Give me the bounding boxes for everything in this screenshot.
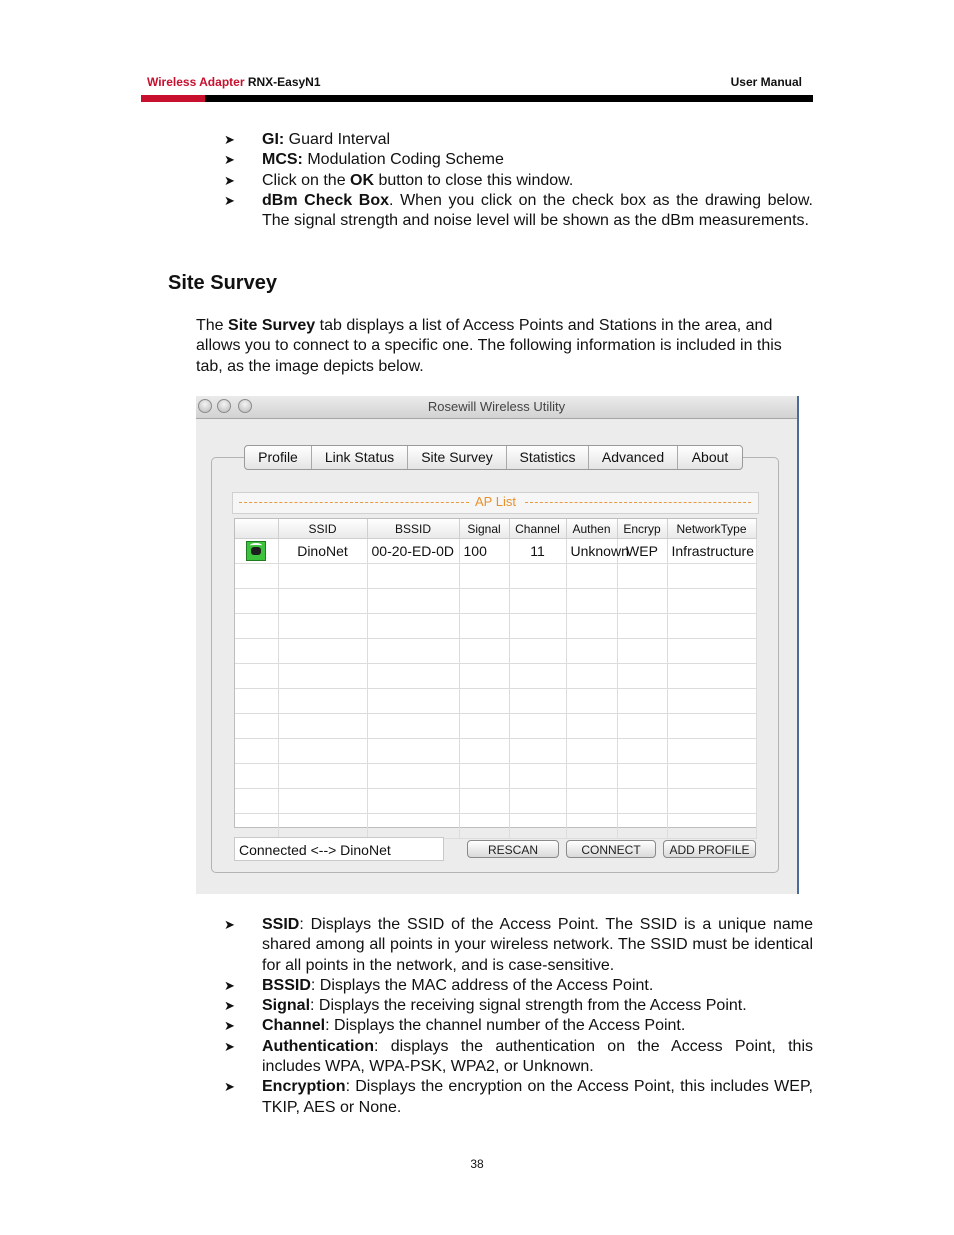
header-brand: Wireless Adapter bbox=[147, 75, 245, 89]
bullet-arrow-icon: ➤ bbox=[224, 1079, 235, 1095]
empty-table-cell bbox=[278, 589, 367, 614]
empty-table-cell bbox=[617, 689, 667, 714]
bullet-term: Authentication bbox=[262, 1037, 374, 1055]
empty-table-cell bbox=[278, 714, 367, 739]
empty-table-cell bbox=[367, 764, 459, 789]
empty-table-cell bbox=[235, 789, 278, 814]
bullet-term: BSSID bbox=[262, 976, 311, 994]
empty-table-row bbox=[235, 689, 756, 714]
bullet-item bbox=[224, 171, 813, 191]
empty-table-cell bbox=[566, 639, 617, 664]
bullet-term: OK bbox=[350, 171, 375, 189]
bullet-list-top bbox=[224, 130, 813, 231]
empty-table-cell bbox=[509, 664, 566, 689]
empty-table-row bbox=[235, 714, 756, 739]
empty-table-cell bbox=[509, 564, 566, 589]
empty-table-cell bbox=[509, 614, 566, 639]
bullet-item bbox=[224, 150, 813, 170]
empty-table-cell bbox=[278, 764, 367, 789]
empty-table-cell bbox=[278, 664, 367, 689]
bullet-text: : displays the authentication on the Access Point, this includes WPA, WPA-PSK, WPA2, or Unknown. bbox=[262, 1037, 813, 1076]
bullet-arrow-icon: ➤ bbox=[224, 917, 235, 932]
connection-status-field: Connected <--> DinoNet bbox=[234, 837, 444, 861]
empty-table-cell bbox=[367, 664, 459, 689]
bullet-arrow-icon: ➤ bbox=[224, 172, 235, 188]
empty-table-cell bbox=[667, 714, 756, 739]
table-cell-channel: 11 bbox=[509, 539, 566, 564]
empty-table-cell bbox=[667, 614, 756, 639]
bullet-term: Encryption bbox=[262, 1078, 346, 1096]
bullet-arrow-icon: ➤ bbox=[224, 152, 235, 168]
bullet-term: Signal bbox=[262, 997, 311, 1015]
bullet-item bbox=[224, 1077, 813, 1118]
table-header-row bbox=[235, 519, 756, 539]
empty-table-cell bbox=[667, 689, 756, 714]
table-cell-encryp: WEP bbox=[617, 539, 667, 564]
empty-table-cell bbox=[617, 614, 667, 639]
header-rule bbox=[141, 95, 813, 102]
tab-site-survey[interactable]: Site Survey bbox=[408, 446, 507, 469]
bullet-item bbox=[224, 1016, 813, 1036]
empty-table-cell bbox=[566, 764, 617, 789]
empty-table-cell bbox=[459, 789, 509, 814]
empty-table-cell bbox=[617, 714, 667, 739]
empty-table-cell bbox=[566, 614, 617, 639]
empty-table-cell bbox=[509, 639, 566, 664]
bullet-item bbox=[224, 996, 813, 1016]
empty-table-row bbox=[235, 764, 756, 789]
ap-list-label-wrap bbox=[233, 494, 758, 509]
bullet-item bbox=[224, 915, 813, 976]
column-header-ssid[interactable]: SSID bbox=[278, 519, 367, 539]
bullet-text: button to close this window. bbox=[378, 171, 574, 189]
empty-table-cell bbox=[617, 739, 667, 764]
column-header-encryp[interactable]: Encryp bbox=[617, 519, 667, 539]
empty-table-cell bbox=[459, 689, 509, 714]
rescan-button[interactable]: RESCAN bbox=[467, 840, 559, 858]
empty-table-cell bbox=[509, 739, 566, 764]
empty-table-cell bbox=[235, 689, 278, 714]
empty-table-row bbox=[235, 564, 756, 589]
empty-table-cell bbox=[235, 564, 278, 589]
empty-table-cell bbox=[235, 764, 278, 789]
empty-table-cell bbox=[278, 564, 367, 589]
bullet-text: : Displays the encryption on the Access Point, this includes WEP, TKIP, AES or None. bbox=[262, 1078, 813, 1116]
empty-table-cell bbox=[278, 639, 367, 664]
table-cell-ssid: DinoNet bbox=[278, 539, 367, 564]
empty-table-cell bbox=[367, 789, 459, 814]
empty-table-cell bbox=[566, 589, 617, 614]
empty-table-cell bbox=[667, 764, 756, 789]
bullet-term: SSID bbox=[262, 916, 300, 933]
bullet-text: : Displays the receiving signal strength from the Access Point. bbox=[310, 997, 747, 1015]
intro-paragraph bbox=[196, 316, 796, 377]
bullet-list-bottom bbox=[224, 915, 813, 1118]
empty-table-cell bbox=[235, 614, 278, 639]
page-number: 38 bbox=[470, 1157, 484, 1171]
empty-table-cell bbox=[367, 639, 459, 664]
ap-table-body bbox=[235, 539, 756, 839]
access-point-icon bbox=[246, 541, 266, 561]
intro-text: The bbox=[196, 317, 224, 334]
bullet-text: . When you click on the check box as the drawing below. The signal strength and noise level will be shown as the dBm measurements. bbox=[262, 191, 813, 230]
table-row[interactable] bbox=[235, 539, 756, 564]
empty-table-cell bbox=[367, 589, 459, 614]
bullet-term: GI: bbox=[262, 131, 285, 148]
empty-table-row bbox=[235, 664, 756, 689]
empty-table-row bbox=[235, 639, 756, 664]
empty-table-cell bbox=[235, 814, 278, 839]
tab-bar bbox=[244, 445, 743, 470]
bullet-item bbox=[224, 130, 813, 150]
empty-table-cell bbox=[459, 764, 509, 789]
table-cell-network-type: Infrastructure bbox=[667, 539, 756, 564]
add-profile-button[interactable]: ADD PROFILE bbox=[663, 840, 756, 858]
bullet-text: Guard Interval bbox=[288, 131, 391, 148]
empty-table-cell bbox=[667, 789, 756, 814]
connect-button[interactable]: CONNECT bbox=[566, 840, 656, 858]
empty-table-cell bbox=[509, 689, 566, 714]
empty-table-cell bbox=[278, 614, 367, 639]
empty-table-cell bbox=[459, 589, 509, 614]
intro-term: Site Survey bbox=[228, 317, 316, 334]
column-header-icon[interactable] bbox=[235, 519, 278, 539]
empty-table-cell bbox=[459, 714, 509, 739]
bullet-text: : Displays the MAC address of the Access Point. bbox=[310, 976, 654, 994]
empty-table-cell bbox=[235, 664, 278, 689]
empty-table-cell bbox=[367, 689, 459, 714]
empty-table-cell bbox=[667, 664, 756, 689]
empty-table-cell bbox=[617, 789, 667, 814]
empty-table-cell bbox=[617, 589, 667, 614]
empty-table-cell bbox=[566, 714, 617, 739]
bullet-arrow-icon: ➤ bbox=[224, 1038, 235, 1054]
column-header-bssid[interactable]: BSSID bbox=[367, 519, 459, 539]
tab-advanced[interactable]: Advanced bbox=[589, 446, 678, 469]
column-header-authen[interactable]: Authen bbox=[566, 519, 617, 539]
tab-about[interactable]: About bbox=[691, 449, 729, 465]
empty-table-cell bbox=[667, 639, 756, 664]
empty-table-row bbox=[235, 739, 756, 764]
bullet-text: Modulation Coding Scheme bbox=[307, 151, 504, 169]
table-cell-bssid: 00-20-ED-0D bbox=[367, 539, 459, 564]
tab-profile[interactable]: Profile bbox=[245, 446, 312, 469]
bullet-term: Channel bbox=[262, 1017, 326, 1035]
empty-table-cell bbox=[509, 589, 566, 614]
empty-table-cell bbox=[235, 739, 278, 764]
empty-table-cell bbox=[667, 739, 756, 764]
bullet-text: Click on the bbox=[262, 171, 346, 189]
bullet-arrow-icon: ➤ bbox=[224, 192, 235, 208]
bullet-text: : Displays the channel number of the Access Point. bbox=[325, 1017, 686, 1035]
empty-table-cell bbox=[509, 714, 566, 739]
empty-table-cell bbox=[566, 739, 617, 764]
empty-table-cell bbox=[509, 764, 566, 789]
ap-list-table bbox=[234, 518, 757, 828]
empty-table-cell bbox=[667, 564, 756, 589]
wireless-utility-window bbox=[196, 396, 799, 894]
section-title: Site Survey bbox=[168, 272, 277, 294]
tab-link-status[interactable]: Link Status bbox=[312, 446, 408, 469]
tab-statistics[interactable]: Statistics bbox=[507, 446, 589, 469]
empty-table-cell bbox=[667, 814, 756, 839]
ap-list-label: AP List bbox=[469, 494, 522, 509]
bullet-arrow-icon: ➤ bbox=[224, 132, 235, 147]
column-header-network-type[interactable]: NetworkType bbox=[667, 519, 756, 539]
empty-table-row bbox=[235, 814, 756, 839]
empty-table-cell bbox=[667, 589, 756, 614]
column-header-signal[interactable]: Signal bbox=[459, 519, 509, 539]
empty-table-cell bbox=[617, 664, 667, 689]
empty-table-cell bbox=[509, 789, 566, 814]
empty-table-cell bbox=[235, 714, 278, 739]
ap-table bbox=[235, 519, 757, 839]
empty-table-row bbox=[235, 614, 756, 639]
empty-table-cell bbox=[278, 814, 367, 839]
window-titlebar bbox=[196, 396, 797, 419]
empty-table-cell bbox=[367, 564, 459, 589]
intro-text: tab displays a list of Access Points and Stations in the area, and allows you to connect to a specific one. The following information is included in this tab, as the image depicts below. bbox=[196, 317, 782, 375]
empty-table-cell bbox=[278, 689, 367, 714]
empty-table-cell bbox=[235, 639, 278, 664]
empty-table-row bbox=[235, 589, 756, 614]
empty-table-cell bbox=[367, 739, 459, 764]
empty-table-cell bbox=[459, 739, 509, 764]
ap-list-header bbox=[232, 492, 759, 514]
empty-table-cell bbox=[459, 564, 509, 589]
window-title: Rosewill Wireless Utility bbox=[427, 399, 566, 414]
empty-table-cell bbox=[566, 814, 617, 839]
table-cell-authen: Unknown bbox=[566, 539, 617, 564]
table-cell-icon bbox=[235, 539, 278, 564]
empty-table-cell bbox=[367, 714, 459, 739]
empty-table-cell bbox=[566, 789, 617, 814]
header-rule-accent bbox=[141, 95, 205, 102]
empty-table-cell bbox=[459, 664, 509, 689]
bullet-term: dBm Check Box bbox=[262, 191, 390, 209]
empty-table-cell bbox=[566, 664, 617, 689]
empty-table-row bbox=[235, 789, 756, 814]
empty-table-cell bbox=[459, 639, 509, 664]
empty-table-cell bbox=[566, 564, 617, 589]
empty-table-cell bbox=[278, 789, 367, 814]
bullet-item bbox=[224, 1037, 813, 1078]
empty-table-cell bbox=[617, 639, 667, 664]
empty-table-cell bbox=[566, 689, 617, 714]
table-cell-signal: 100 bbox=[459, 539, 509, 564]
empty-table-cell bbox=[367, 614, 459, 639]
empty-table-cell bbox=[235, 589, 278, 614]
header-model: RNX-EasyN1 bbox=[247, 75, 321, 89]
empty-table-cell bbox=[617, 814, 667, 839]
empty-table-cell bbox=[617, 764, 667, 789]
empty-table-cell bbox=[278, 739, 367, 764]
empty-table-cell bbox=[459, 614, 509, 639]
bullet-text: : Displays the SSID of the Access Point. The SSID is a unique name shared among all points in your wireless network. The SSID must be identical for all points in the network, and is case-sensitive. bbox=[262, 916, 813, 974]
empty-table-cell bbox=[367, 814, 459, 839]
bullet-term: MCS: bbox=[262, 151, 303, 169]
header-product bbox=[147, 75, 321, 89]
empty-table-cell bbox=[617, 564, 667, 589]
bullet-arrow-icon: ➤ bbox=[224, 998, 235, 1014]
empty-table-cell bbox=[459, 814, 509, 839]
bullet-item bbox=[224, 191, 813, 232]
empty-table-cell bbox=[509, 814, 566, 839]
bullet-arrow-icon: ➤ bbox=[224, 977, 235, 993]
column-header-channel[interactable]: Channel bbox=[509, 519, 566, 539]
header-doc-type: User Manual bbox=[730, 75, 802, 89]
bullet-arrow-icon: ➤ bbox=[224, 1018, 235, 1034]
bullet-item bbox=[224, 976, 813, 996]
